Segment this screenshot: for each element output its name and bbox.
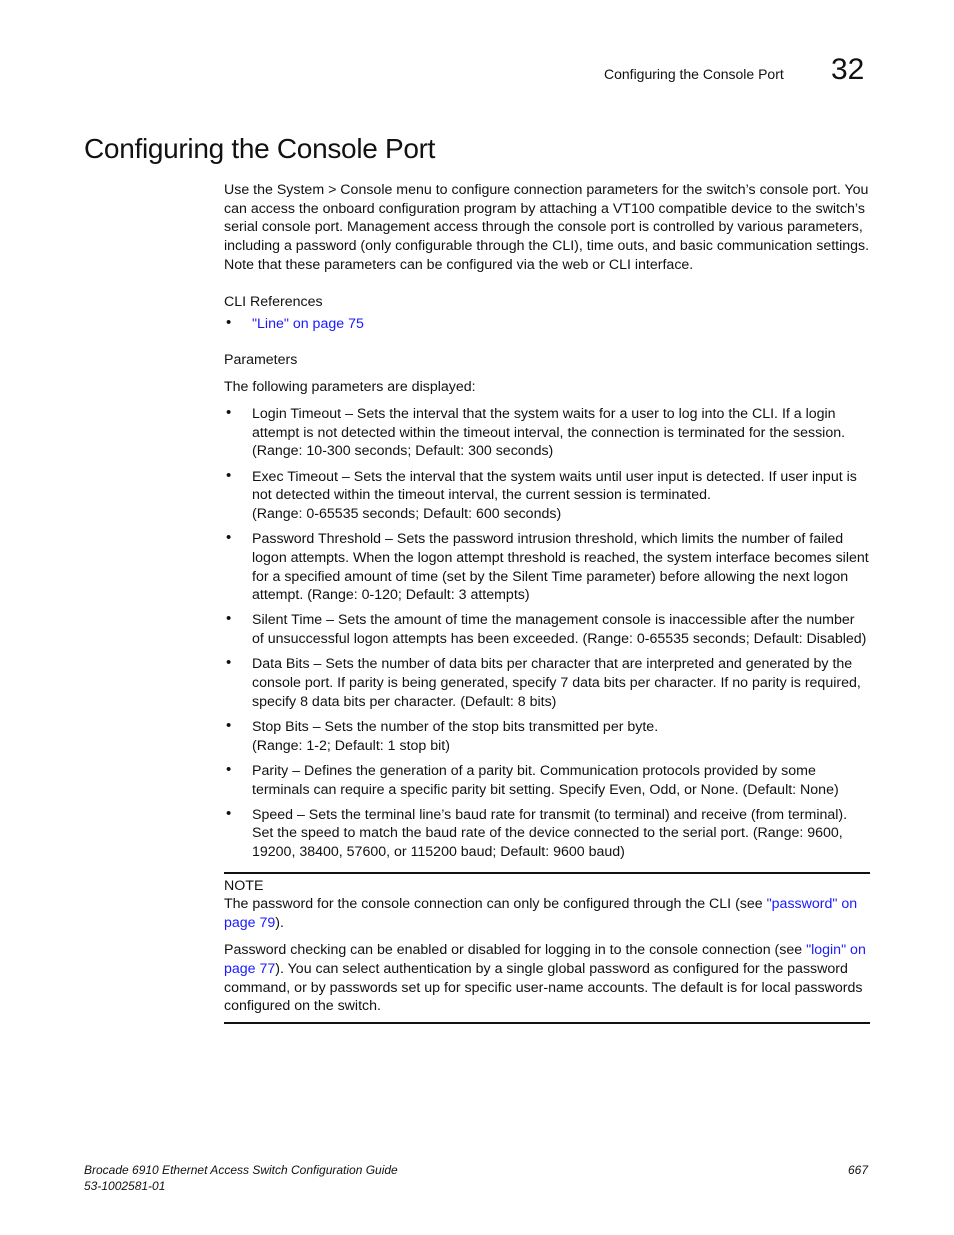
- parameter-name: Data Bits: [252, 656, 310, 673]
- bullet-icon: •: [226, 654, 232, 672]
- cli-references-heading: CLI References: [224, 293, 323, 310]
- parameter-name: Password Threshold: [252, 531, 382, 548]
- password-reference-link[interactable]: "password" on page 79: [224, 895, 858, 931]
- parameter-item-login-timeout: [224, 405, 870, 461]
- parameter-name: Parity: [252, 762, 289, 779]
- note-label: NOTE: [224, 877, 264, 894]
- parameter-description: – Sets the number of the stop bits transmitted per byte.: [308, 718, 659, 735]
- intro-paragraph: Use the System > Console menu to configure connection parameters for the switch’s console port. You can access the onboard configuration program by attaching a VT100 compatible device to the switch’s serial console port. Management access through the console port is controlled by various parameters, including a password (only configurable through the CLI), time outs, and basic communication settings. Note that these parameters can be configured via the web or CLI interface.: [224, 182, 870, 273]
- parameter-name: Silent Time: [252, 612, 323, 629]
- note-box: [224, 872, 870, 1024]
- bullet-icon: •: [226, 804, 232, 822]
- parameter-item-password-threshold: [224, 530, 870, 605]
- parameter-description: – Sets the interval that the system waits for a user to log into the CLI. If a login attempt is not detected within the timeout interval, the connection is terminated for the session. (Range: 10-300 seconds; Default: 300 seconds): [252, 405, 846, 460]
- list-item: [224, 315, 870, 334]
- bullet-icon: •: [226, 529, 232, 547]
- footer-doc-number: 53-1002581-01: [84, 1179, 166, 1193]
- note-text: Password checking can be enabled or disabled for logging in to the console connection (see: [224, 942, 807, 959]
- parameter-item-silent-time: [224, 611, 870, 648]
- parameter-item-stop-bits: [224, 718, 870, 755]
- login-reference-link[interactable]: "login" on page 77: [224, 942, 866, 977]
- footer-guide-title: Brocade 6910 Ethernet Access Switch Configuration Guide: [84, 1163, 398, 1177]
- parameter-item-parity: [224, 762, 870, 799]
- chapter-number: 32: [831, 53, 865, 86]
- parameter-description: – Sets the amount of time the management console is inaccessible after the number of unsuccessful logon attempts has been exceeded. (Range: 0-65535 seconds; Default: Disabled): [252, 612, 867, 648]
- parameter-name: Speed: [252, 806, 294, 823]
- parameter-description: – Sets the interval that the system waits until user input is detected. If user input is not detected within the timeout interval, the current session is terminated.: [252, 468, 857, 504]
- note-text: ). You can select authentication by a single global password as configured for the password command, or by passwords set up for specific user-name accounts. The default is for local passwords configured on the switch.: [224, 961, 863, 1015]
- parameter-name: Exec Timeout: [252, 468, 338, 485]
- parameters-heading: Parameters: [224, 352, 298, 369]
- parameter-description: – Defines the generation of a parity bit. Communication protocols provided by some terminals can require a specific parity bit setting. Specify Even, Odd, or None. (Default: None): [252, 762, 839, 798]
- bullet-icon: •: [226, 716, 232, 734]
- bullet-icon: •: [226, 403, 232, 421]
- parameter-item-data-bits: [224, 655, 870, 711]
- parameter-item-speed: [224, 806, 870, 862]
- footer-page-number: 667: [848, 1163, 869, 1177]
- parameters-intro: The following parameters are displayed:: [224, 379, 476, 396]
- note-paragraph: [224, 895, 870, 932]
- parameter-item-exec-timeout: [224, 468, 870, 524]
- bullet-icon: •: [226, 760, 232, 778]
- bullet-icon: •: [226, 466, 232, 484]
- page-title: Configuring the Console Port: [84, 133, 436, 164]
- bullet-icon: •: [226, 313, 232, 331]
- line-reference-link[interactable]: "Line" on page 75: [252, 315, 364, 332]
- main-content: [224, 181, 870, 1024]
- parameter-description: – Sets the terminal line’s baud rate for transmit (to terminal) and receive (from terminal). Set the speed to match the baud rate of the device connected to the serial port. (Range: 9600, 19200, 38400, 57600, or 115200 baud; Default: 9600 baud): [252, 806, 848, 861]
- running-header-title: Configuring the Console Port: [604, 66, 784, 82]
- parameter-name: Stop Bits: [252, 718, 309, 735]
- bullet-icon: •: [226, 610, 232, 628]
- parameter-description: – Sets the password intrusion threshold, which limits the number of failed logon attempts. When the logon attempt threshold is reached, the system interface becomes silent for a specified amount of time (set by the Silent Time parameter) before allowing the next logon attempt. (Range: 0-120; Default: 3 attempts): [252, 531, 869, 604]
- parameter-description: – Sets the number of data bits per character that are interpreted and generated by the console port. If parity is being generated, specify 7 data bits per character. If no parity is required, specify 8 data bits per character. (Default: 8 bits): [252, 656, 861, 710]
- note-text: The password for the console connection can only be configured through the CLI (see: [224, 895, 767, 912]
- note-paragraph: [224, 941, 870, 1016]
- cli-references-list: [224, 315, 870, 334]
- note-text: ).: [275, 914, 284, 931]
- parameter-range: (Range: 1-2; Default: 1 stop bit): [252, 737, 450, 754]
- footer-document-info: [84, 1162, 398, 1194]
- parameter-range: (Range: 0-65535 seconds; Default: 600 seconds): [252, 505, 562, 522]
- parameters-list: [224, 405, 870, 862]
- parameter-name: Login Timeout: [252, 405, 342, 422]
